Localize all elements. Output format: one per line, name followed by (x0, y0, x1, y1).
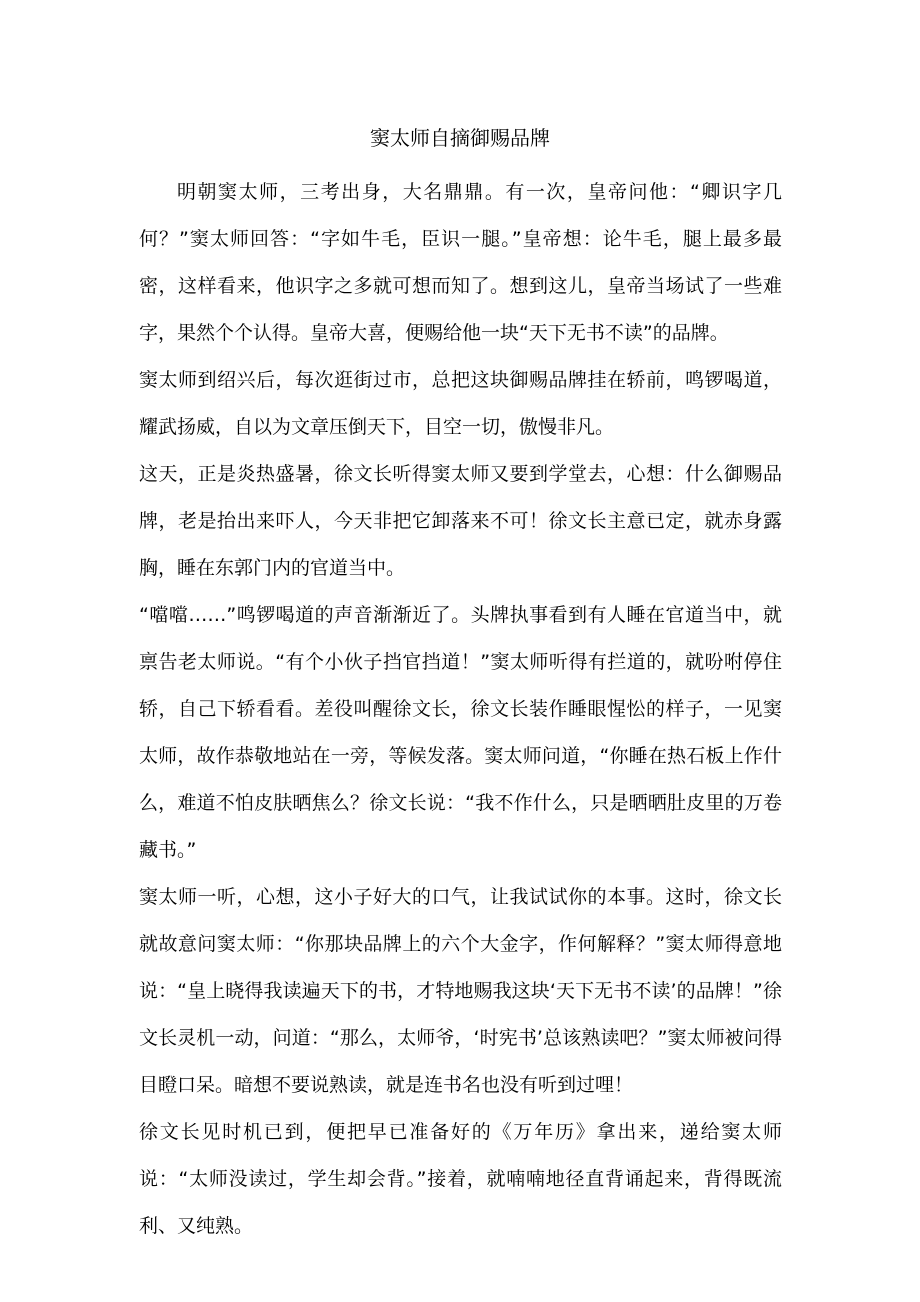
paragraph-3: 这天，正是炎热盛暑，徐文长听得窦太师又要到学堂去，心想：什么御赐品牌，老是抬出来吓人，今天非把它卸落来不可！徐文长主意已定，就赤身露胸，睡在东郭门内的官道当中。 (139, 463, 782, 579)
paragraph-2: 窦太师到绍兴后，每次逛街过市，总把这块御赐品牌挂在轿前，鸣锣喝道，耀武扬威，自以为文章压倒天下，目空一切，傲慢非凡。 (139, 369, 782, 438)
paragraph-1: 明朝窦太师，三考出身，大名鼎鼎。有一次，皇帝问他：“卿识字几何？”窦太师回答：“字如牛毛，臣识一腿。”皇帝想：论牛毛，腿上最多最密，这样看来，他识字之多就可想而知了。想到这儿，皇帝当场试了一些难字，果然个个认得。皇帝大喜，便赐给他一块“天下无书不读”的品牌。 (139, 181, 782, 344)
paragraph-6: 徐文长见时机已到，便把早已准备好的《万年历》拿出来，递给窦太师说：“太师没读过，学生却会背。”接着，就喃喃地径直背诵起来，背得既流利、又纯熟。 (139, 1121, 782, 1237)
paragraph-5: 窦太师一听，心想，这小子好大的口气，让我试试你的本事。这时，徐文长就故意问窦太师：“你那块品牌上的六个大金字，作何解释？”窦太师得意地说：“皇上晓得我读遍天下的书，才特地赐我这块‘天下无书不读’的品牌！”徐文长灵机一动，问道：“那么，太师爷，‘时宪书’总该熟读吧？”窦太师被问得目瞪口呆。暗想不要说熟读，就是连书名也没有听到过哩！ (139, 886, 782, 1096)
document-title: 窦太师自摘御赐品牌 (370, 126, 550, 150)
paragraph-4: “噹噹……”鸣锣喝道的声音渐渐近了。头牌执事看到有人睡在官道当中，就禀告老太师说。“有个小伙子挡官挡道！”窦太师听得有拦道的，就吩咐停住轿，自己下轿看看。差役叫醒徐文长，徐文长装作睡眼惺忪的样子，一见窦太师，故作恭敬地站在一旁，等候发落。窦太师问道，“你睡在热石板上作什么，难道不怕皮肤晒焦么？徐文长说：“我不作什么，只是晒晒肚皮里的万卷藏书。” (139, 604, 782, 861)
document-body (139, 169, 782, 1250)
